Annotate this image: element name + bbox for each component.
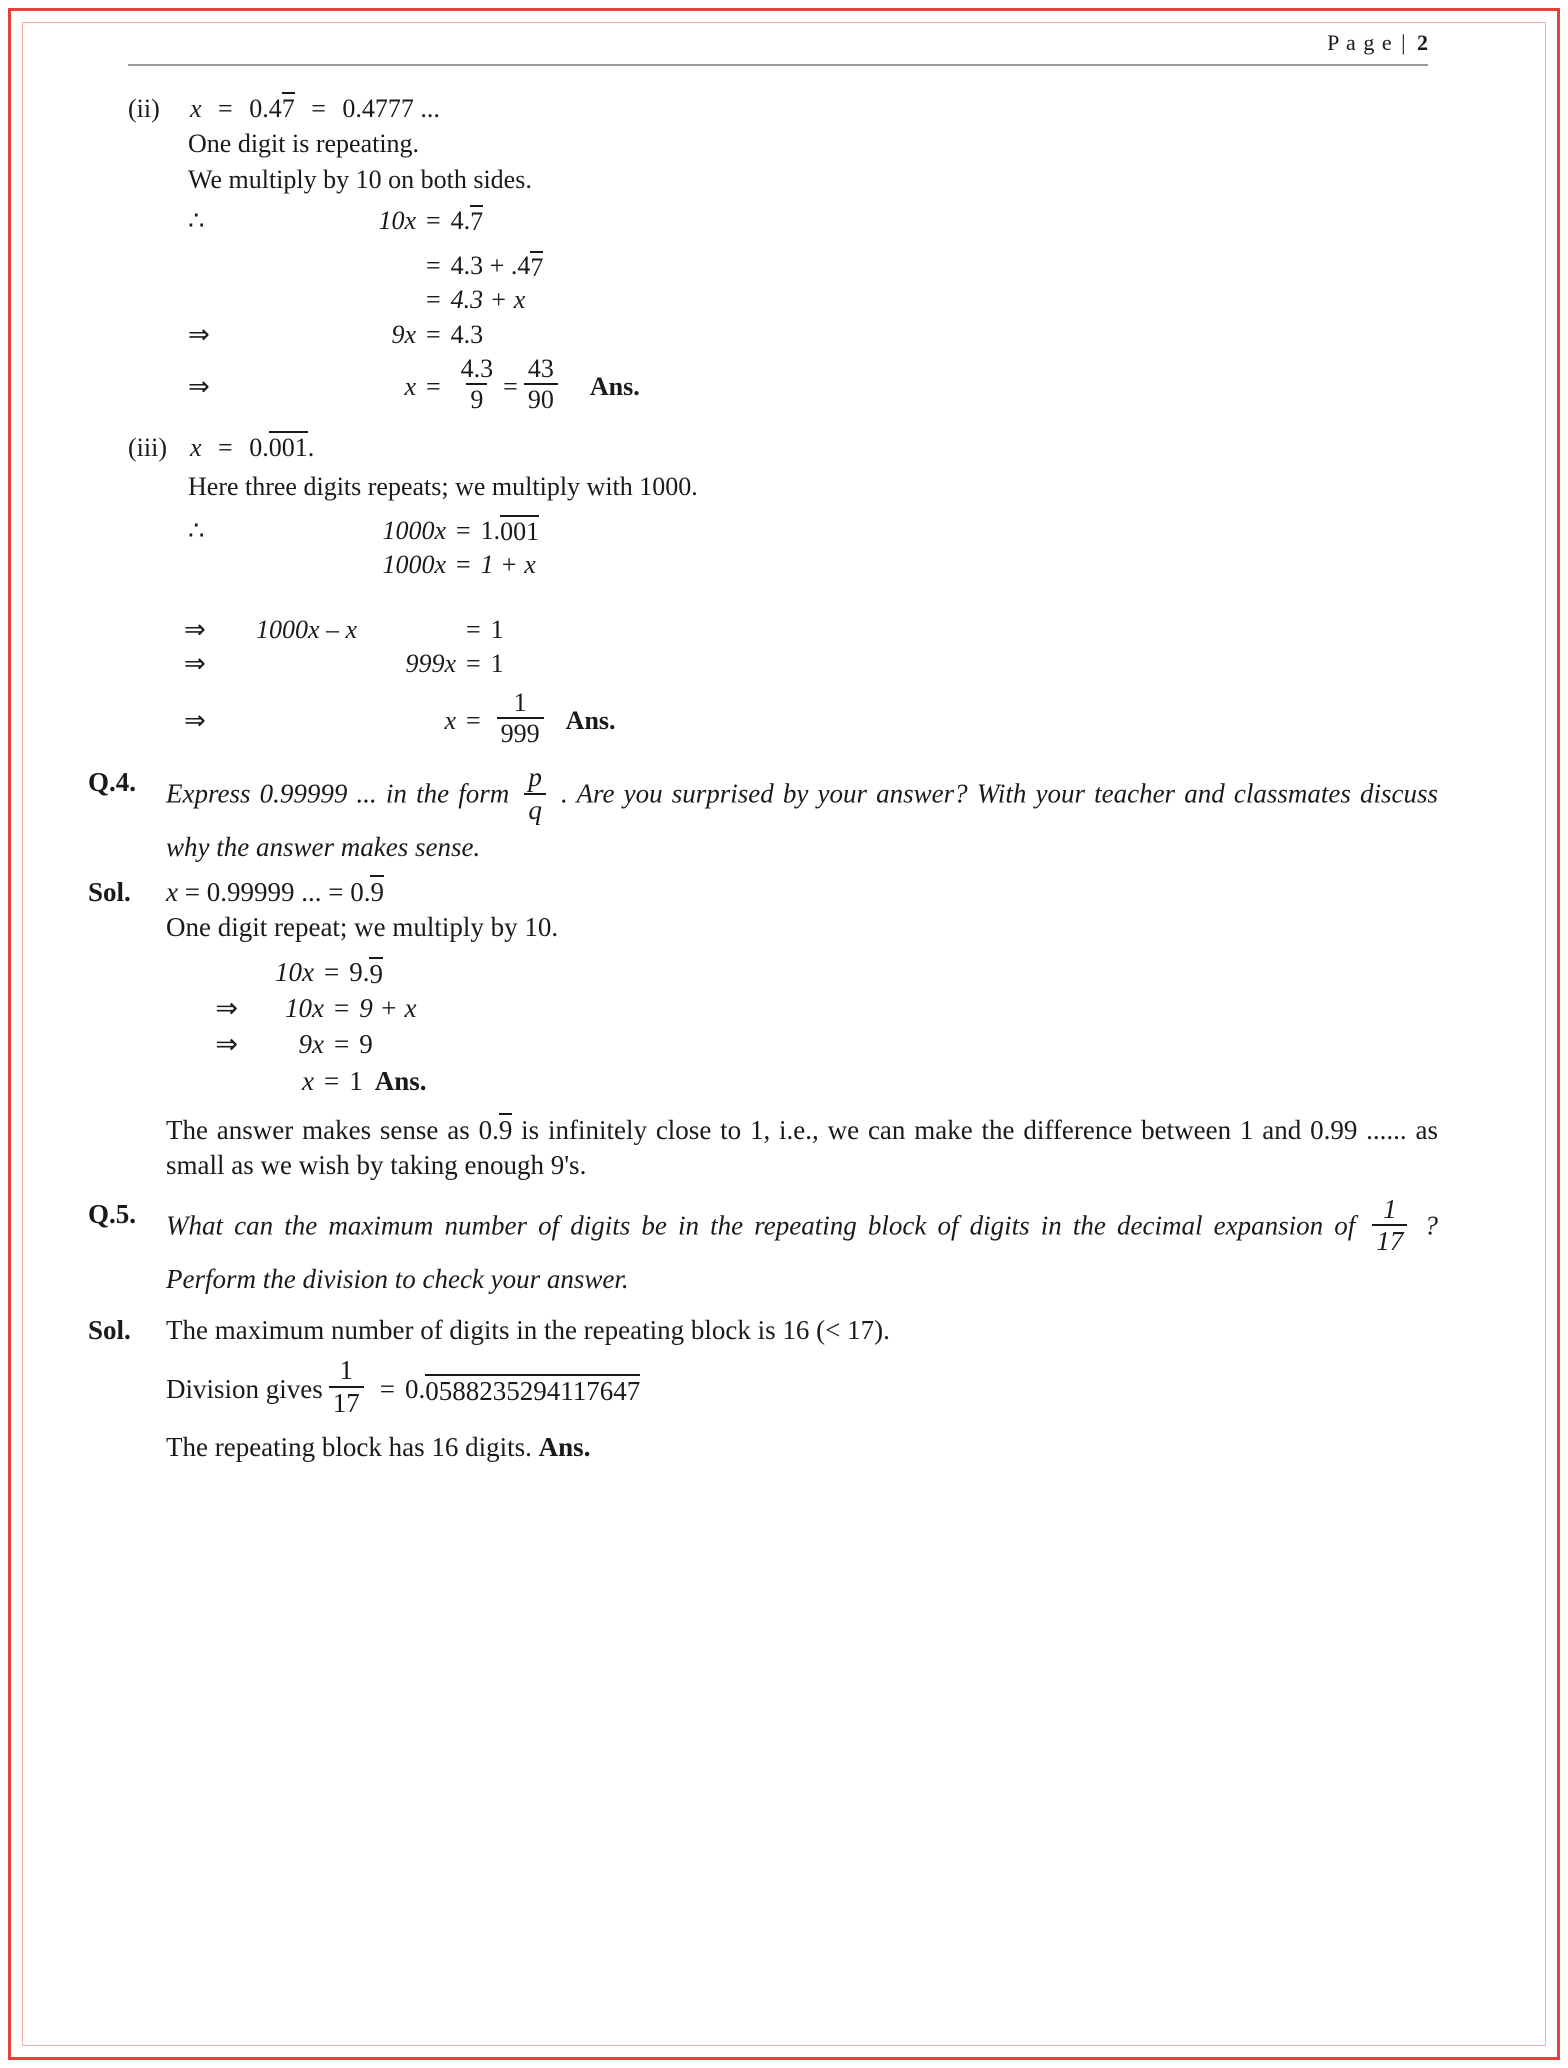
q4-sol-variable: x: [166, 877, 178, 908]
part-iii-step1-rhs-prefix: 1.: [480, 515, 501, 545]
part-ii-expanded: 0.4777 ...: [342, 94, 440, 123]
part-ii-step3: [128, 283, 1438, 316]
part-iii-step2-equals: =: [456, 549, 471, 579]
q5-sol-line3-ans: Ans.: [538, 1432, 591, 1463]
part-ii-frac1-den: 9: [466, 383, 487, 415]
part-iii-step4: [128, 647, 1438, 680]
q4-eq2-lhs: 10x: [285, 993, 324, 1024]
q5-sol-label: Sol.: [88, 1315, 131, 1346]
part-iii-step1-equals: =: [456, 515, 471, 545]
part-iii-period: .: [307, 433, 315, 463]
part-ii-frac2-num: 43: [527, 353, 554, 383]
q5-text-part2: ? Perform the division to check your answer.: [166, 1210, 1439, 1295]
part-ii-step1-rhs-prefix: 4.: [450, 205, 471, 235]
part-ii-header: [128, 92, 1438, 125]
q4-eq3-equals: =: [334, 1029, 350, 1060]
part-iii-line2: Here three digits repeats; we multiply with 1000.: [188, 472, 698, 502]
q4-eq1-rhs-overline: 9: [369, 959, 383, 990]
q5-sol-line2: [166, 1355, 1438, 1420]
q4-text-part2: . Are you surprised by your answer? With your teacher and classmates discuss why the answer makes sense.: [166, 778, 1439, 863]
page-header: [128, 30, 1428, 66]
part-iii-frac-den: 999: [497, 717, 544, 749]
part-iii-step5: [128, 687, 1438, 751]
q4-eq1-equals: =: [324, 957, 340, 988]
q4-eq2: [166, 991, 1438, 1026]
part-ii-step2-equals: =: [426, 251, 441, 281]
q5-equals: =: [379, 1373, 395, 1404]
header-separator: |: [1401, 30, 1409, 55]
part-ii-step4-lhs: 9x: [391, 319, 416, 349]
q4-eq4-equals: =: [324, 1065, 340, 1096]
part-ii-variable: x: [190, 94, 202, 123]
part-iii-step2: [128, 548, 1438, 581]
part-iii-equals: =: [218, 433, 233, 463]
q4-fraction: [524, 763, 546, 825]
q4-solution: [88, 875, 1438, 1183]
q5-text-part1: What can the maximum number of digits be in the repeating block of digits in the decimal expansion of: [166, 1210, 1356, 1241]
q4-sol-body: [166, 875, 1438, 1183]
q4-implies-1: ⇒: [215, 993, 238, 1024]
q5-text: [166, 1193, 1439, 1301]
q4-closing: [166, 1113, 1438, 1183]
part-ii-line2: One digit is repeating.: [188, 129, 420, 159]
part-ii-step1: [128, 204, 1438, 237]
part-ii-value-overline: 7: [281, 94, 295, 123]
part-iii-implies-1: ⇒: [184, 615, 206, 645]
q4-sol-line1-text: = 0.99999 ... = 0.: [184, 877, 371, 908]
part-iii-step1: [128, 514, 1438, 547]
q4-closing-overline: 9: [498, 1114, 513, 1145]
q4-eq2-equals: =: [334, 993, 350, 1024]
q4-frac-den: q: [524, 793, 546, 826]
part-ii-equals-2: =: [311, 94, 326, 123]
q4-text: [166, 761, 1439, 869]
q4-eq4-lhs: x: [302, 1065, 314, 1096]
part-ii-step3-rhs: 4.3 + x: [450, 285, 526, 315]
part-ii-step1-equals: =: [426, 205, 441, 235]
q5-sol-line3: [166, 1430, 1438, 1465]
q4-closing-a: The answer makes sense as 0.: [166, 1114, 499, 1145]
part-iii-therefore: ∴: [188, 515, 205, 545]
part-iii-implies-3: ⇒: [184, 706, 206, 736]
part-ii-fraction-1: [457, 355, 498, 415]
part-ii-step1-rhs-overline: 7: [470, 207, 484, 237]
part-iii-step1-lhs: 1000x: [382, 515, 446, 545]
part-ii-step2-overline: 7: [530, 252, 544, 282]
part-ii-step2: [128, 249, 1438, 282]
q5-solution: [88, 1313, 1438, 1466]
part-ii-step5-equals: =: [426, 372, 441, 402]
q4-eq1: [166, 955, 1438, 990]
q5-frac2-den: 17: [329, 1386, 364, 1419]
q5-label: Q.5.: [88, 1198, 137, 1229]
part-iii-fraction: [497, 689, 544, 749]
q5-frac-num: 1: [1383, 1193, 1397, 1224]
header-page-number: 2: [1417, 30, 1428, 55]
part-ii-step4-rhs: 4.3: [450, 319, 484, 349]
q4-eq3-rhs: 9: [359, 1029, 373, 1060]
header-page-label: P a g e: [1327, 30, 1393, 55]
part-ii-ans: Ans.: [589, 372, 640, 402]
q4-eq4: [166, 1064, 1438, 1099]
part-iii-header: [128, 431, 1438, 464]
part-iii-step2-rhs: 1 + x: [480, 549, 536, 579]
q5-division-label: Division gives: [166, 1373, 323, 1404]
part-ii-implies-1: ⇒: [188, 319, 210, 349]
q4-eq3: [166, 1027, 1438, 1062]
part-ii-value-prefix: 0.4: [249, 94, 282, 123]
part-ii-fraction-2: [524, 355, 558, 415]
part-iii-implies-2: ⇒: [184, 649, 206, 679]
part-iii-value-prefix: 0.: [249, 433, 269, 463]
part-ii-step3-equals: =: [426, 285, 441, 315]
q5-sol-body: [166, 1313, 1438, 1466]
q4-text-part1: Express 0.99999 ... in the form: [166, 778, 510, 809]
part-ii-step4: [128, 318, 1438, 351]
part-ii-equals-1: =: [218, 94, 233, 123]
q5-sol-line1: The maximum number of digits in the repeating block is 16 (< 17).: [166, 1315, 890, 1346]
q4-eq3-lhs: 9x: [298, 1029, 324, 1060]
part-ii-step1-lhs: 10x: [378, 205, 416, 235]
q5-frac-den: 17: [1372, 1224, 1407, 1257]
q4-implies-2: ⇒: [215, 1029, 238, 1060]
part-ii-frac2-den: 90: [524, 383, 558, 415]
q4-eq2-rhs: 9 + x: [359, 993, 417, 1024]
part-ii-step2-rhs: 4.3 + .4: [450, 251, 531, 281]
q4-sol-label: Sol.: [88, 877, 131, 908]
part-iii-ans: Ans.: [565, 706, 616, 736]
part-iii-step3-rhs: 1: [490, 615, 504, 645]
part-iii-marker: (iii): [128, 433, 167, 463]
q4-eq1-rhs-prefix: 9.: [349, 957, 370, 988]
part-iii-step5-lhs: x: [444, 706, 456, 736]
part-ii-step4-equals: =: [426, 319, 441, 349]
part-iii-step3-lhs: 1000x – x: [256, 615, 358, 645]
part-iii-step2-lhs: 1000x: [382, 549, 446, 579]
q5-sol-line3-text: The repeating block has 16 digits.: [166, 1432, 532, 1463]
q5-frac2-num: 1: [339, 1355, 354, 1386]
q5-fraction-2: [329, 1356, 364, 1418]
q4-closing-b: is infinitely close to 1, i.e., we can make the difference between 1 and 0.99 ...... as small as we wish by taking enough 9's.: [166, 1114, 1438, 1180]
q4-label: Q.4.: [88, 766, 137, 797]
q5-result-overline: 0588235294117647: [425, 1375, 641, 1406]
part-ii-therefore: ∴: [188, 205, 205, 235]
part-ii-step5-lhs: x: [404, 372, 416, 402]
question-4: [88, 761, 1439, 869]
q4-eq4-ans: Ans.: [374, 1065, 427, 1096]
q4-sol-line2: One digit repeat; we multiply by 10.: [166, 912, 559, 943]
part-iii-step4-rhs: 1: [490, 649, 504, 679]
part-iii-step1-rhs-overline: 001: [500, 517, 540, 547]
part-ii-step5: [128, 353, 1438, 417]
part-ii-equals-3: =: [503, 372, 518, 402]
part-ii-implies-2: ⇒: [188, 372, 210, 402]
question-5: [88, 1193, 1439, 1301]
q4-sol-line1-overline: 9: [370, 877, 384, 908]
part-iii-value-overline: 001: [268, 433, 308, 463]
part-ii-marker: (ii): [128, 94, 160, 123]
part-iii-variable: x: [190, 433, 202, 463]
q4-eq4-rhs: 1: [349, 1065, 363, 1096]
part-iii-step3: [128, 613, 1438, 646]
part-iii-step5-equals: =: [466, 706, 481, 736]
part-ii-frac1-num: 4.3: [460, 353, 494, 383]
q4-frac-num: p: [528, 761, 542, 792]
document-body: [88, 92, 1439, 1466]
part-iii-frac-num: 1: [513, 687, 527, 717]
part-ii-line3: We multiply by 10 on both sides.: [188, 164, 532, 194]
q5-fraction: [1372, 1195, 1407, 1257]
part-iii-step3-equals: =: [466, 615, 481, 645]
part-iii-step4-equals: =: [466, 649, 481, 679]
q4-eq1-lhs: 10x: [275, 957, 314, 988]
part-iii-step4-lhs: 999x: [405, 649, 456, 679]
q5-result-prefix: 0.: [405, 1373, 426, 1404]
q4-sol-line1: [166, 875, 1438, 910]
